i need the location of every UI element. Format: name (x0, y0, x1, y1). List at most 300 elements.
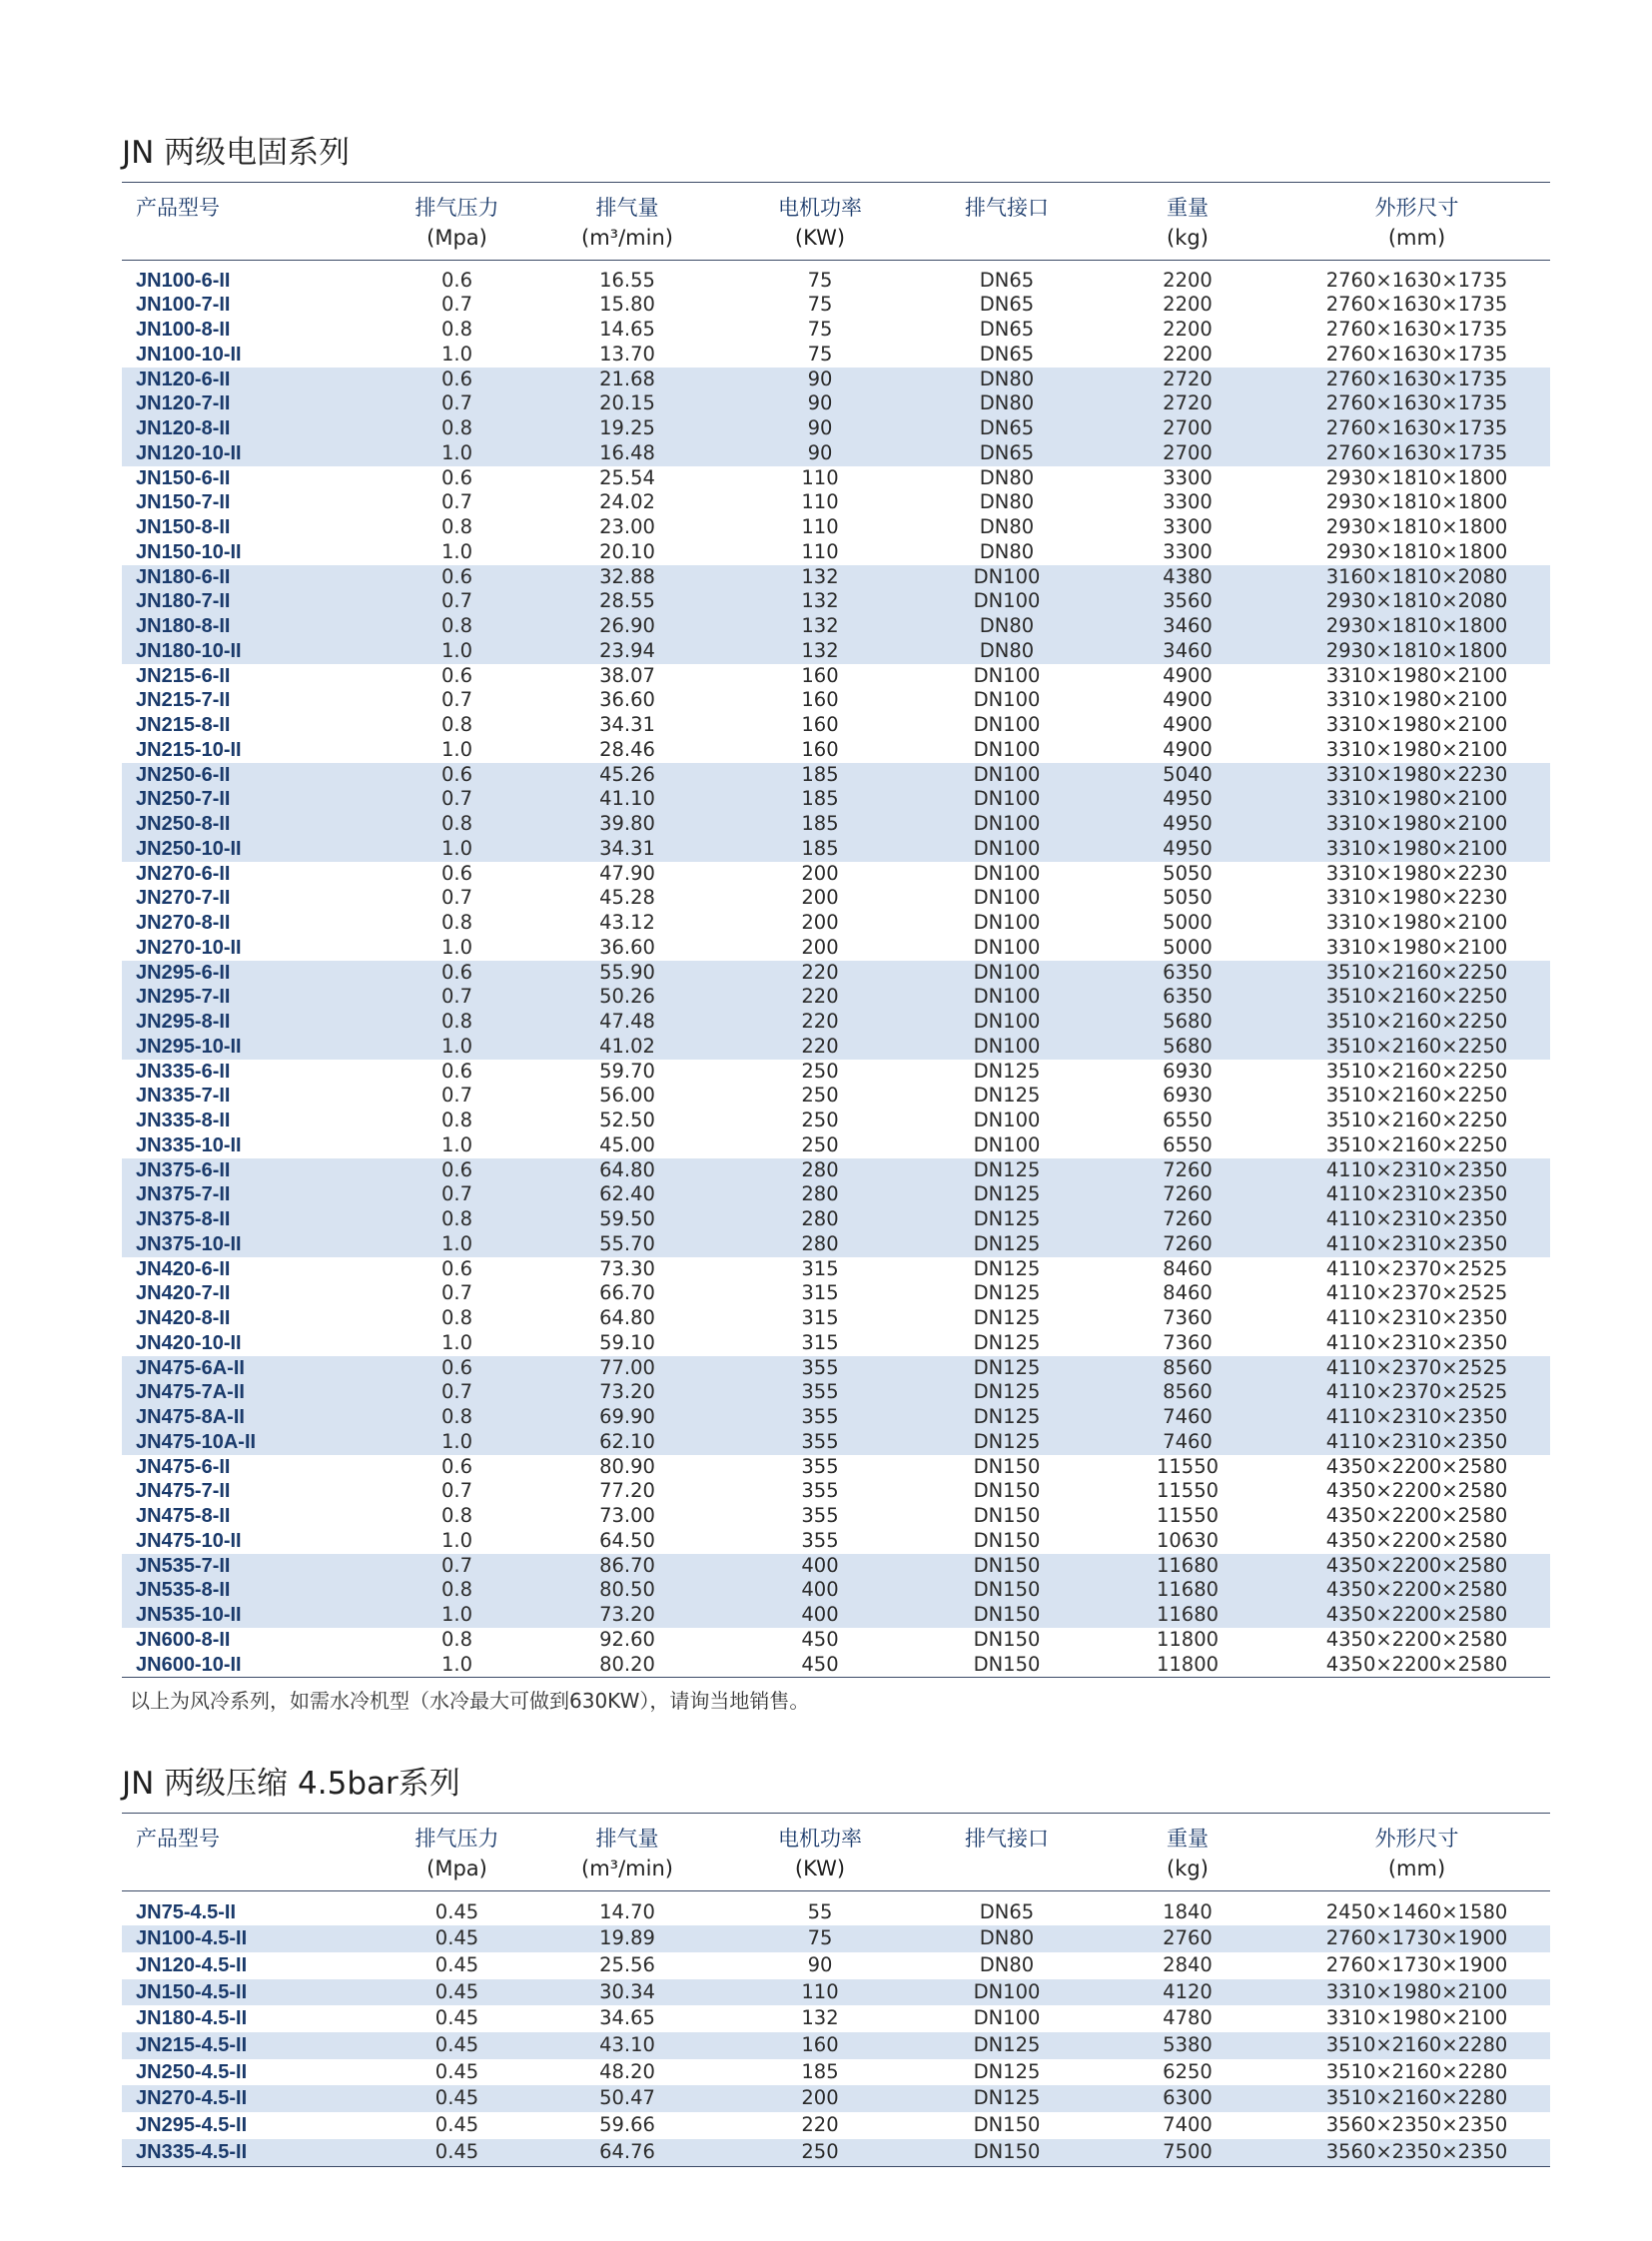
table-cell: DN150 (973, 1454, 1041, 1478)
table-cell: DN100 (922, 1979, 1092, 2006)
column-header-unit: (kg) (1167, 1857, 1209, 1880)
table-cell: DN125 (973, 2059, 1041, 2083)
table-cell: 0.8 (378, 1578, 536, 1603)
table-cell: DN80 (922, 368, 1092, 392)
table-cell: DN150 (973, 1479, 1041, 1503)
table-cell: 200 (801, 886, 839, 910)
table-cell: 6300 (1092, 2085, 1283, 2112)
table-row (122, 936, 1550, 961)
model-cell: JN180-4.5-II (136, 2007, 248, 2030)
table-cell: 3310×1980×2100 (1283, 787, 1550, 812)
table-cell: DN100 (973, 663, 1041, 687)
table-cell: 2200 (1163, 268, 1213, 292)
table-row (122, 2085, 1550, 2112)
table-cell: 7460 (1092, 1405, 1283, 1430)
model-cell: JN250-4.5-II (136, 2060, 248, 2083)
table-cell: 4350×2200×2580 (1325, 1479, 1508, 1503)
table-cell: 6250 (1163, 2059, 1213, 2083)
table-cell: 3460 (1092, 639, 1283, 664)
table-cell: 28.55 (536, 589, 718, 614)
table-cell: DN80 (979, 515, 1035, 538)
table-cell: 59.70 (599, 1059, 655, 1083)
table-cell: 0.7 (440, 293, 472, 317)
table-cell: DN125 (922, 1207, 1092, 1232)
column-header-label: 电机功率 (778, 196, 862, 220)
table-cell: DN100 (973, 911, 1041, 934)
table-row (122, 1405, 1550, 1430)
table-cell: DN65 (979, 342, 1035, 366)
table-cell: 1.0 (440, 539, 472, 563)
table-row (122, 862, 1550, 887)
table-cell: 38.07 (599, 663, 655, 687)
table-cell: 77.00 (536, 1356, 718, 1381)
model-cell: JN75-4.5-II (136, 1900, 237, 1923)
table-cell: 4110×2370×2525 (1325, 1256, 1508, 1280)
model-cell: JN535-8-II (122, 1578, 378, 1603)
table-cell: 1.0 (440, 935, 472, 959)
table-cell: 45.00 (599, 1132, 655, 1156)
table-row (122, 1060, 1550, 1085)
table-cell: 4950 (1092, 837, 1283, 862)
table-cell: 4900 (1163, 713, 1213, 736)
table-cell: DN100 (973, 1109, 1041, 1131)
table-cell: 1.0 (440, 737, 472, 761)
table-cell: 250 (801, 1132, 839, 1156)
table-cell: 110 (801, 490, 839, 514)
column-header-unit: (m³/min) (581, 226, 673, 250)
table-cell: 0.8 (378, 416, 536, 441)
table-cell: DN125 (973, 1281, 1041, 1305)
table-cell: 34.65 (599, 2006, 655, 2030)
model-cell: JN475-10A-II (122, 1430, 378, 1455)
column-header-label: 排气量 (595, 196, 659, 220)
table-cell: DN100 (973, 688, 1041, 712)
model-cell: JN335-7-II (136, 1085, 231, 1108)
table-cell: 14.65 (599, 318, 655, 341)
column-header (1092, 1814, 1283, 1891)
table-cell: 3510×2160×2250 (1283, 961, 1550, 986)
table-row (122, 1232, 1550, 1257)
table-cell: DN100 (922, 985, 1092, 1010)
table-cell: 64.50 (599, 1528, 655, 1552)
table-cell: 3300 (1163, 490, 1213, 514)
table-cell: 280 (718, 1232, 922, 1257)
table-cell: 6930 (1163, 1059, 1213, 1083)
table-cell: 132 (801, 2006, 839, 2030)
column-header-unit: (kg) (1167, 226, 1209, 250)
table-cell: 0.8 (378, 1207, 536, 1232)
table-cell: 2760×1730×1900 (1283, 1925, 1550, 1952)
model-cell: JN600-8-II (136, 1628, 231, 1651)
model-cell: JN475-10-II (136, 1529, 242, 1552)
table-cell: 4110×2310×2350 (1283, 1158, 1550, 1183)
table-cell: 4900 (1163, 663, 1213, 687)
table-cell: 90 (718, 368, 922, 392)
table-cell: 0.45 (378, 2085, 536, 2112)
table-cell: 2450×1460×1580 (1325, 1899, 1508, 1923)
table-cell: DN100 (973, 861, 1041, 885)
table-cell: 11550 (1156, 1479, 1220, 1503)
table-cell: 16.48 (536, 441, 718, 466)
table-cell: 4950 (1092, 812, 1283, 837)
table-cell: 2760×1630×1735 (1283, 391, 1550, 416)
model-cell: JN295-6-II (122, 961, 378, 986)
table-cell: 3510×2160×2250 (1325, 1109, 1508, 1131)
table-cell: 3560×2350×2350 (1325, 2113, 1508, 2137)
table-cell: 2930×1810×2080 (1283, 589, 1550, 614)
table-cell: 185 (718, 837, 922, 862)
table-cell: 23.00 (599, 515, 655, 538)
table-cell: 75 (807, 268, 833, 292)
table-cell: DN65 (979, 268, 1035, 292)
table-cell: 4110×2310×2350 (1283, 1182, 1550, 1207)
table-row (122, 1578, 1550, 1603)
table-row (122, 1455, 1550, 1480)
table-cell: DN125 (922, 1405, 1092, 1430)
table-cell: 110 (801, 465, 839, 489)
table-cell: 400 (718, 1603, 922, 1628)
table-cell: 2930×1810×1800 (1325, 490, 1508, 514)
table-cell: 59.50 (536, 1207, 718, 1232)
table-cell: 4780 (1163, 2006, 1213, 2030)
model-cell: JN295-7-II (122, 985, 378, 1010)
table-cell: 0.45 (434, 1899, 479, 1923)
table-cell: 185 (718, 812, 922, 837)
table-cell: DN125 (973, 1306, 1041, 1329)
table-cell: 2760×1630×1735 (1325, 268, 1508, 292)
table-cell: 5000 (1163, 911, 1213, 934)
table-cell: DN125 (922, 1380, 1092, 1405)
table-cell: 3560 (1092, 589, 1283, 614)
table-cell: 4900 (1163, 737, 1213, 761)
table-cell: 11550 (1156, 1454, 1220, 1478)
table-row (122, 713, 1550, 738)
model-cell: JN120-6-II (122, 368, 378, 392)
table-cell: 1.0 (378, 441, 536, 466)
table-cell: 3300 (1163, 515, 1213, 538)
table-cell: 5000 (1163, 935, 1213, 959)
column-header (536, 183, 718, 261)
table-cell: 64.76 (536, 2139, 718, 2166)
table-cell: 4350×2200×2580 (1325, 1652, 1508, 1676)
table-cell: 45.26 (536, 763, 718, 788)
model-cell: JN150-8-II (136, 516, 231, 538)
table-cell: 20.15 (536, 391, 718, 416)
table-cell: 1.0 (378, 1035, 536, 1060)
table-cell: 3310×1980×2100 (1283, 837, 1550, 862)
model-cell: JN120-4.5-II (136, 1953, 248, 1976)
table-cell: 28.46 (599, 737, 655, 761)
column-header-unit: (KW) (794, 1857, 846, 1880)
table-cell: 250 (718, 2139, 922, 2166)
table-cell: 0.8 (378, 1405, 536, 1430)
table-cell: 3510×2160×2280 (1283, 2032, 1550, 2059)
table-cell: 77.20 (599, 1479, 655, 1503)
table-cell: 280 (718, 1158, 922, 1183)
table-cell: 45.28 (599, 886, 655, 910)
column-header-unit: (Mpa) (426, 226, 487, 250)
model-cell: JN100-10-II (136, 343, 242, 366)
table-cell: 315 (801, 1330, 839, 1354)
table-cell: 3300 (1163, 465, 1213, 489)
table-cell: 6550 (1163, 1109, 1213, 1131)
table-cell: 0.6 (378, 1356, 536, 1381)
table-cell: 132 (718, 589, 922, 614)
column-header (122, 1814, 378, 1891)
table-cell: 80.50 (536, 1578, 718, 1603)
table-cell: DN65 (979, 318, 1035, 341)
table-cell: DN150 (922, 2139, 1092, 2166)
table-cell: 0.6 (378, 961, 536, 986)
table-row (122, 1653, 1550, 1678)
table-cell: 3310×1980×2100 (1325, 663, 1508, 687)
table-cell: 0.6 (378, 763, 536, 788)
table-cell: 0.8 (440, 1109, 472, 1131)
table-row (122, 1952, 1550, 1979)
table-cell: 2760×1630×1735 (1325, 293, 1508, 317)
table-cell: 3310×1980×2100 (1325, 935, 1508, 959)
table-cell: 2760×1630×1735 (1283, 416, 1550, 441)
table-cell: 26.90 (536, 614, 718, 639)
column-header (1283, 1814, 1550, 1891)
table-cell: 1.0 (378, 639, 536, 664)
table-row (122, 812, 1550, 837)
table-cell: DN100 (922, 763, 1092, 788)
table-cell: 55.70 (536, 1232, 718, 1257)
table-cell: 55 (807, 1899, 833, 1923)
table-cell: DN80 (979, 1952, 1035, 1976)
table-row (122, 1554, 1550, 1579)
table-cell: 355 (801, 1454, 839, 1478)
table-cell: 185 (718, 787, 922, 812)
table-cell: 7400 (1163, 2113, 1213, 2137)
table-cell: 0.6 (378, 368, 536, 392)
model-cell: JN215-10-II (136, 738, 242, 761)
model-cell: JN475-8A-II (122, 1405, 378, 1430)
table-cell: 90 (807, 1952, 833, 1976)
table-cell: 2760×1730×1900 (1325, 1952, 1508, 1976)
model-cell: JN150-10-II (136, 540, 242, 563)
model-cell: JN270-10-II (136, 936, 242, 959)
model-cell: JN150-4.5-II (122, 1979, 378, 2006)
table-cell: 5680 (1092, 1010, 1283, 1035)
table-cell: 450 (801, 1652, 839, 1676)
model-cell: JN250-8-II (122, 812, 378, 837)
model-cell: JN180-7-II (122, 589, 378, 614)
table-cell: 4110×2310×2350 (1283, 1405, 1550, 1430)
table-row (122, 738, 1550, 763)
table-cell: 7500 (1092, 2139, 1283, 2166)
table-row (122, 985, 1550, 1010)
table-row (122, 2112, 1550, 2139)
table-cell: 355 (718, 1430, 922, 1455)
model-cell: JN295-8-II (122, 1010, 378, 1035)
table-cell: 132 (718, 639, 922, 664)
table-cell: 64.80 (599, 1306, 655, 1329)
table-cell: 3300 (1163, 539, 1213, 563)
table-cell: 355 (718, 1356, 922, 1381)
table-cell: 3560×2350×2350 (1283, 2139, 1550, 2166)
table-cell: 2930×1810×1800 (1283, 614, 1550, 639)
table-cell: 0.45 (378, 2032, 536, 2059)
model-cell: JN420-10-II (136, 1331, 242, 1354)
table-cell: 1.0 (440, 1132, 472, 1156)
table-cell: 200 (718, 2085, 922, 2112)
table-cell: 7260 (1092, 1182, 1283, 1207)
table-cell: 4350×2200×2580 (1283, 1603, 1550, 1628)
table-row (122, 961, 1550, 986)
table-cell: 41.10 (536, 787, 718, 812)
table-cell: DN150 (973, 1528, 1041, 1552)
table-cell: 0.6 (440, 268, 472, 292)
table-cell: DN65 (979, 293, 1035, 317)
model-cell: JN250-7-II (122, 787, 378, 812)
table-cell: 0.45 (434, 2113, 479, 2137)
table-cell: 2200 (1163, 318, 1213, 341)
table-row (122, 664, 1550, 689)
column-header-label: 外形尺寸 (1374, 1827, 1459, 1851)
table-cell: 185 (801, 2059, 839, 2083)
table-cell: DN125 (922, 2032, 1092, 2059)
table-cell: 355 (801, 1504, 839, 1527)
model-cell: JN270-4.5-II (122, 2085, 378, 2112)
column-header-label: 电机功率 (778, 1827, 862, 1851)
table-cell: 0.45 (434, 2006, 479, 2030)
table-cell: 0.7 (378, 1182, 536, 1207)
table-cell: DN125 (973, 1330, 1041, 1354)
table-cell: DN100 (922, 812, 1092, 837)
table-cell: 400 (718, 1578, 922, 1603)
table-header-row (122, 1814, 1550, 1891)
table-cell: 3310×1980×2100 (1325, 713, 1508, 736)
table-cell: 160 (718, 2032, 922, 2059)
table-cell: 55.90 (536, 961, 718, 986)
column-header-label: 重量 (1167, 196, 1209, 220)
table-cell: 1840 (1163, 1899, 1213, 1923)
table-cell: 0.6 (378, 565, 536, 590)
table-row (122, 368, 1550, 392)
table-cell: 2700 (1092, 441, 1283, 466)
column-header-label: 排气接口 (965, 1827, 1049, 1851)
table-cell: 0.8 (440, 713, 472, 736)
table-row (122, 1035, 1550, 1060)
table-row (122, 1257, 1550, 1282)
model-cell: JN270-8-II (136, 912, 231, 934)
table-cell: 0.7 (440, 1479, 472, 1503)
table-cell: 6350 (1092, 961, 1283, 986)
model-cell: JN180-10-II (122, 639, 378, 664)
table-cell: 250 (801, 1084, 839, 1108)
table-cell: 315 (801, 1256, 839, 1280)
table-cell: 50.26 (536, 985, 718, 1010)
table-row (122, 1628, 1550, 1653)
table-cell: 1.0 (378, 1603, 536, 1628)
model-cell: JN335-4.5-II (122, 2139, 378, 2166)
table-cell: 7260 (1092, 1158, 1283, 1183)
table-cell: 8460 (1163, 1256, 1213, 1280)
table-cell: 75 (807, 318, 833, 341)
table-cell: 400 (718, 1554, 922, 1579)
table-cell: 6930 (1163, 1084, 1213, 1108)
table-cell: 0.8 (378, 1010, 536, 1035)
column-header-unit: (mm) (1387, 1857, 1446, 1880)
table-row (122, 886, 1550, 911)
table-cell: 7360 (1163, 1306, 1213, 1329)
table-header-row (122, 183, 1550, 261)
table-cell: 0.8 (378, 614, 536, 639)
table-cell: 5040 (1092, 763, 1283, 788)
table-cell: 3310×1980×2100 (1283, 812, 1550, 837)
table-cell: 19.25 (536, 416, 718, 441)
table-cell: 0.45 (434, 2059, 479, 2083)
table-cell: DN150 (922, 1554, 1092, 1579)
table-row (122, 1158, 1550, 1183)
table-row (122, 763, 1550, 788)
model-cell: JN120-10-II (122, 441, 378, 466)
table-cell: DN80 (922, 391, 1092, 416)
table-cell: 2840 (1163, 1952, 1213, 1976)
table-row (122, 787, 1550, 812)
table-cell: 132 (718, 565, 922, 590)
table-cell: 7260 (1092, 1232, 1283, 1257)
table-cell: 11800 (1156, 1652, 1220, 1676)
table-cell: DN65 (922, 416, 1092, 441)
column-header-unit: (m³/min) (581, 1857, 673, 1880)
table-row (122, 2005, 1550, 2032)
table-cell: 73.20 (536, 1603, 718, 1628)
table-cell: 200 (801, 911, 839, 934)
table-cell: 62.40 (536, 1182, 718, 1207)
table-cell: 4350×2200×2580 (1325, 1528, 1508, 1552)
table-cell: 160 (801, 663, 839, 687)
table-cell: 56.00 (599, 1084, 655, 1108)
model-cell: JN100-6-II (136, 269, 231, 292)
table-row (122, 1182, 1550, 1207)
table-cell: 7360 (1163, 1330, 1213, 1354)
table-row (122, 614, 1550, 639)
model-cell: JN475-7-II (136, 1480, 231, 1503)
table-cell: 0.7 (440, 688, 472, 712)
table-cell: 20.10 (599, 539, 655, 563)
table-cell: 69.90 (536, 1405, 718, 1430)
table-row (122, 1380, 1550, 1405)
model-cell: JN100-7-II (136, 294, 231, 317)
table-cell: 3310×1980×2100 (1325, 911, 1508, 934)
table-cell: 0.8 (440, 1306, 472, 1329)
table-cell: 4110×2310×2350 (1283, 1207, 1550, 1232)
spec-table-4-5bar (122, 1813, 1550, 2167)
column-header (378, 183, 536, 261)
table-cell: 220 (718, 961, 922, 986)
model-cell: JN180-6-II (122, 565, 378, 590)
column-header (718, 183, 922, 261)
table-cell: 6550 (1163, 1132, 1213, 1156)
table-cell: 4120 (1092, 1979, 1283, 2006)
table-cell: 75 (807, 293, 833, 317)
table-cell: 0.8 (440, 515, 472, 538)
table-cell: DN80 (979, 490, 1035, 514)
model-cell: JN215-8-II (136, 714, 231, 736)
table-cell: 80.20 (599, 1652, 655, 1676)
table-cell: 3510×2160×2280 (1325, 2059, 1508, 2083)
table-cell: 39.80 (536, 812, 718, 837)
model-cell: JN375-7-II (122, 1182, 378, 1207)
table-cell: 23.94 (536, 639, 718, 664)
table-row (122, 1899, 1550, 1926)
table-cell: 0.7 (378, 391, 536, 416)
table-cell: DN80 (922, 1925, 1092, 1952)
table-cell: 160 (801, 688, 839, 712)
